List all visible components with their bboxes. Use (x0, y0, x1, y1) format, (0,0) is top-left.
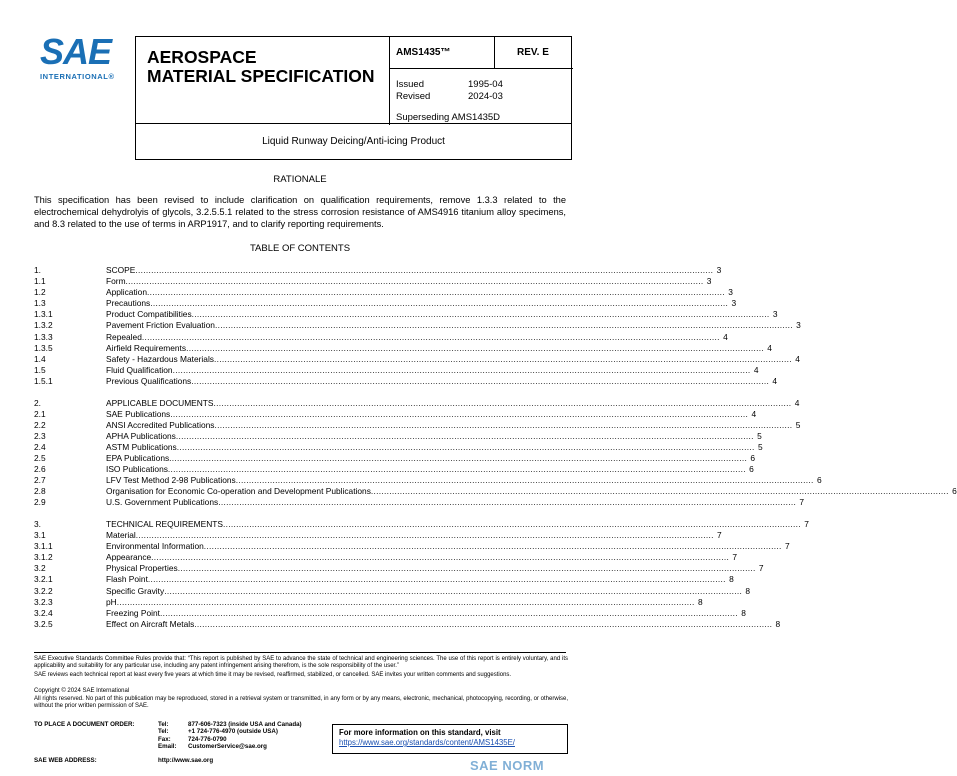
toc-leader-dots: ............................................................................................................................................................................................................................ (160, 607, 738, 618)
toc-entry-page: 7 (732, 552, 738, 563)
toc-entry-page: 5 (795, 419, 801, 430)
toc-leader-dots: ............................................................................................................................................................................................................................ (214, 419, 793, 430)
toc-leader-dots: ............................................................................................................................................................................................................................ (194, 618, 773, 629)
toc-entry-number: 3.1.2 (34, 552, 53, 563)
revised-value: 2024-03 (468, 91, 503, 102)
toc-entry-number: 3.2.5 (34, 618, 53, 629)
toc-leader-dots: ............................................................................................................................................................................................................................ (370, 486, 949, 497)
toc-entry-page: 6 (816, 475, 822, 486)
toc-leader-dots: ............................................................................................................................................................................................................................ (177, 563, 756, 574)
toc-entry[interactable] (34, 276, 712, 287)
toc-leader-dots: ............................................................................................................................................................................................................................ (164, 585, 743, 596)
toc-entry-title: Appearance (106, 552, 152, 563)
toc-entry[interactable] (34, 541, 790, 552)
footer-divider (34, 652, 566, 653)
spec-subject: Liquid Runway Deicing/Anti-icing Product (135, 124, 572, 160)
toc-entry[interactable] (34, 563, 764, 574)
toc-entry[interactable] (34, 574, 734, 585)
toc-leader-dots: ............................................................................................................................................................................................................................ (191, 375, 770, 386)
toc-entry-title: Material (106, 530, 136, 541)
toc-leader-dots: ............................................................................................................................................................................................................................ (135, 265, 714, 275)
toc-entry-title: Organisation for Economic Co-operation and Development Publications (106, 486, 371, 497)
web-address-row (34, 757, 213, 764)
toc-leader-dots: ............................................................................................................................................................................................................................ (203, 541, 782, 552)
toc-entry[interactable] (34, 353, 800, 365)
toc-entry-number: 1.3.3 (34, 331, 53, 342)
toc-entry-title: Environmental Information (106, 541, 204, 552)
toc-entry-page: 3 (706, 276, 712, 287)
issued-value: 1995-04 (468, 79, 503, 90)
sae-norm-watermark (470, 758, 600, 776)
toc-leader-dots: ............................................................................................................................................................................................................................ (151, 552, 730, 563)
toc-entry-page: 4 (795, 353, 800, 364)
toc-entry-title: Fluid Qualification (106, 364, 173, 375)
logo-international-text: INTERNATIONAL® (40, 72, 115, 81)
toc-entry-title: Application (106, 287, 147, 298)
sae-logo (40, 31, 122, 86)
toc-leader-dots: ............................................................................................................................................................................................................................ (167, 464, 746, 475)
more-info-title: For more information on this standard, visit (339, 728, 501, 737)
committee-rules-text: SAE Executive Standards Committee Rules provide that: “This report is published by SAE to advance the state of technical and engineering sciences. The use of this report is entirely voluntary, and its applicability and suitability for any particular use, including any patent infringement arising therefrom, is the sole responsibility of the user.” (34, 656, 568, 670)
email-label: Email: (158, 742, 177, 750)
toc-entry-page: 6 (952, 486, 957, 497)
toc-entry-number: 2.5 (34, 453, 46, 463)
toc-entry-number: 1.1 (34, 276, 46, 287)
tel-inside: 877-606-7323 (inside USA and Canada) (188, 721, 302, 728)
fax-label: Fax: (158, 735, 171, 743)
toc-entry-page: 7 (804, 518, 809, 529)
toc-leader-dots: ............................................................................................................................................................................................................................ (170, 408, 749, 419)
toc-entry[interactable] (34, 618, 781, 630)
revised-label: Revised (396, 91, 431, 102)
toc-entry-number: 1.3.5 (34, 342, 53, 353)
toc-entry-page: 6 (750, 453, 756, 463)
toc-entry[interactable] (34, 408, 757, 420)
more-info-link[interactable]: https://www.sae.org/standards/content/AMS1435E/ (339, 738, 515, 747)
toc-entry-title: ISO Publications (106, 464, 168, 475)
toc-leader-dots: ............................................................................................................................................................................................................................ (135, 530, 714, 541)
toc-entry-number: 3.2.1 (34, 574, 53, 585)
spec-title-line1: AEROSPACE (147, 47, 257, 67)
toc-entry-number: 1.2 (34, 287, 46, 298)
toc-entry-title: LFV Test Method 2-98 Publications (106, 475, 236, 486)
toc-entry-page: 7 (785, 541, 790, 552)
toc-entry-title: Product Compatibilities (106, 309, 192, 320)
toc-leader-dots: ............................................................................................................................................................................................................................ (191, 309, 770, 320)
toc-entry[interactable] (34, 309, 778, 320)
toc-entry[interactable] (34, 518, 809, 530)
toc-entry-number: 2.1 (34, 408, 46, 419)
toc-leader-dots: ............................................................................................................................................................................................................................ (175, 430, 754, 441)
toc-entry-number: 1.3 (34, 298, 46, 309)
toc-entry-number: 2.3 (34, 430, 46, 441)
toc-entry-page: 8 (729, 574, 734, 585)
toc-leader-dots: ............................................................................................................................................................................................................................ (214, 353, 792, 364)
toc-entry-page: 8 (775, 618, 781, 629)
toc-entry-title: Specific Gravity (106, 585, 165, 596)
superseding-text: Superseding AMS1435D (396, 112, 501, 123)
toc-entry-number: 1.5 (34, 364, 46, 375)
toc-entry-number: 3.2.4 (34, 607, 53, 618)
toc-entry-title: ANSI Accredited Publications (106, 419, 215, 430)
toc-leader-dots: ............................................................................................................................................................................................................................ (172, 364, 751, 375)
tel-outside: +1 724-776-4970 (outside USA) (188, 728, 278, 736)
toc-entry-title: Airfield Requirements (106, 342, 187, 353)
toc-entry-number: 3. (34, 518, 41, 529)
rights-text: All rights reserved. No part of this publication may be reproduced, stored in a retrieval system or transmitted, in any form or by any means, electronic, mechanical, photocopying, recording, or otherwise, without the prior written permission of SAE. (34, 696, 568, 710)
toc-entry[interactable] (34, 596, 703, 608)
logo-sae-text: SAE (40, 31, 112, 72)
spec-title-line2: MATERIAL SPECIFICATION (147, 66, 375, 86)
toc-leader-dots: ............................................................................................................................................................................................................................ (141, 331, 720, 342)
toc-entry-page: 8 (741, 607, 746, 618)
toc-leader-dots: ............................................................................................................................................................................................................................ (214, 320, 793, 331)
toc-leader-dots: ............................................................................................................................................................................................................................ (218, 497, 797, 508)
doc-number: AMS1435™ (390, 37, 495, 69)
toc-entry-page: 3 (796, 320, 801, 331)
toc-heading: TABLE OF CONTENTS (249, 243, 351, 254)
toc-leader-dots: ............................................................................................................................................................................................................................ (235, 475, 814, 486)
toc-entry-page: 4 (767, 342, 772, 353)
watermark-main-text: SAE NORM (470, 758, 545, 773)
review-text: SAE reviews each technical report at least every five years at which time it may be revised, reaffirmed, stabilized, or cancelled. SAE invites your written comments and suggestions. (34, 672, 512, 678)
toc-entry[interactable] (34, 475, 822, 486)
web-link[interactable]: http://www.sae.org (158, 757, 214, 764)
toc-leader-dots: ............................................................................................................................................................................................................................ (169, 453, 748, 463)
toc-leader-dots: ............................................................................................................................................................................................................................ (186, 342, 764, 353)
toc-entry-number: 3.2 (34, 563, 46, 574)
toc-entry-page: 4 (772, 375, 778, 386)
toc-entry-number: 3.2.2 (34, 585, 53, 596)
toc-leader-dots: ............................................................................................................................................................................................................................ (146, 287, 725, 298)
toc-entry-number: 1.4 (34, 353, 46, 364)
toc-entry[interactable] (34, 419, 801, 431)
toc-entry-page: 5 (757, 430, 762, 441)
spec-header-box (135, 36, 572, 124)
toc-entry-number: 1.3.1 (34, 309, 53, 320)
toc-entry-number: 2. (34, 397, 41, 408)
toc-entry[interactable] (34, 265, 722, 276)
toc-entry-title: EPA Publications (106, 453, 170, 463)
toc-entry[interactable] (34, 320, 801, 331)
fax-number: 724-776-0790 (188, 735, 227, 743)
toc-entry-page: 3 (731, 298, 737, 309)
tel-label-2: Tel: (158, 728, 169, 736)
spec-title (136, 37, 390, 125)
toc-entry[interactable] (34, 497, 805, 508)
toc-entry-title: Form (106, 276, 126, 287)
toc-entry-number: 3.1.1 (34, 541, 53, 552)
toc-entry-page: 4 (753, 364, 759, 375)
toc-leader-dots: ............................................................................................................................................................................................................................ (125, 276, 704, 287)
toc-entry-title: pH (106, 596, 117, 607)
toc-entry-number: 2.8 (34, 486, 46, 497)
tel-label: Tel: (158, 721, 169, 728)
toc-entry-page: 7 (717, 530, 722, 541)
toc-entry-page: 6 (749, 464, 754, 475)
toc-entry-page: 3 (728, 287, 733, 298)
toc-leader-dots: ............................................................................................................................................................................................................................ (147, 574, 726, 585)
order-label: TO PLACE A DOCUMENT ORDER: (34, 721, 135, 728)
toc-leader-dots: ............................................................................................................................................................................................................................ (213, 397, 792, 408)
toc-entry-page: 4 (723, 331, 728, 342)
toc-entry-number: 3.1 (34, 530, 46, 541)
toc-entry-title: Physical Properties (106, 563, 178, 574)
toc-entry[interactable] (34, 298, 737, 309)
toc-entry-page: 7 (758, 563, 764, 574)
revision-label: REV. E (495, 37, 573, 69)
toc-entry[interactable] (34, 342, 772, 354)
table-of-contents (34, 265, 957, 630)
toc-entry[interactable] (34, 441, 763, 453)
toc-entry-number: 1.5.1 (34, 375, 53, 386)
more-info-box (332, 724, 568, 754)
web-label: SAE WEB ADDRESS: (34, 757, 97, 764)
toc-entry[interactable] (34, 486, 957, 497)
date-block (390, 69, 573, 125)
toc-entry-page: 8 (745, 585, 751, 596)
toc-entry[interactable] (34, 607, 746, 619)
toc-entry[interactable] (34, 430, 762, 442)
toc-leader-dots: ............................................................................................................................................................................................................................ (116, 596, 695, 607)
toc-entry-title: Safety - Hazardous Materials (106, 353, 214, 364)
toc-entry-title: ASTM Publications (106, 441, 177, 452)
toc-entry-title: SAE Publications (106, 408, 171, 419)
copyright-text: Copyright © 2024 SAE International (34, 688, 130, 694)
toc-entry[interactable] (34, 331, 728, 343)
toc-entry-page: 4 (794, 397, 800, 408)
rationale-heading: RATIONALE (273, 174, 327, 185)
toc-entry[interactable] (34, 530, 722, 541)
toc-entry-page: 3 (716, 265, 722, 275)
toc-entry-title: Pavement Friction Evaluation (106, 320, 215, 331)
toc-entry-title: Freezing Point (106, 607, 160, 618)
toc-entry[interactable] (34, 364, 759, 376)
toc-entry-number: 2.9 (34, 497, 46, 508)
issued-label: Issued (396, 79, 424, 90)
order-contact-block (34, 721, 302, 750)
toc-entry-page: 3 (772, 309, 778, 320)
toc-entry[interactable] (34, 397, 800, 409)
toc-entry[interactable] (34, 552, 738, 563)
toc-entry-title: Previous Qualifications (106, 375, 192, 386)
toc-entry-title: SCOPE (106, 265, 136, 275)
toc-entry[interactable] (34, 453, 756, 464)
toc-entry-title: APPLICABLE DOCUMENTS (106, 397, 214, 408)
toc-entry-title: TECHNICAL REQUIREMENTS (106, 518, 223, 529)
toc-leader-dots: ............................................................................................................................................................................................................................ (222, 518, 801, 529)
toc-entry-number: 2.4 (34, 441, 46, 452)
toc-entry[interactable] (34, 464, 754, 475)
toc-entry-title: Precautions (106, 298, 151, 309)
toc-entry[interactable] (34, 585, 751, 597)
toc-entry-number: 1.3.2 (34, 320, 53, 331)
toc-leader-dots: ............................................................................................................................................................................................................................ (150, 298, 729, 309)
toc-entry[interactable] (34, 375, 778, 387)
toc-entry-title: Repealed (106, 331, 142, 342)
toc-entry-title: Effect on Aircraft Metals (106, 618, 195, 629)
rationale-text: This specification has been revised to include clarification on qualification requirements, remove 1.3.3 related to the electrochemical dehydrolyis of glycols, 3.2.5.5.1 related to the stress corrosion resistance of AMS4916 titanium alloy specimens, and 8.3 related to the use of terms in ARP1917, and to clarify reporting requirements. (34, 195, 566, 229)
toc-entry-number: 2.7 (34, 475, 46, 486)
toc-entry-number: 2.2 (34, 419, 46, 430)
toc-entry-number: 3.2.3 (34, 596, 53, 607)
toc-entry-number: 1. (34, 265, 41, 275)
toc-entry-page: 7 (799, 497, 805, 508)
toc-entry-page: 8 (697, 596, 703, 607)
toc-entry-page: 5 (757, 441, 763, 452)
email-link[interactable]: CustomerService@sae.org (188, 742, 267, 750)
toc-entry-page: 4 (751, 408, 757, 419)
toc-entry-title: APHA Publications (106, 430, 176, 441)
toc-entry-title: U.S. Government Publications (106, 497, 219, 508)
toc-leader-dots: ............................................................................................................................................................................................................................ (176, 441, 755, 452)
toc-entry[interactable] (34, 287, 733, 298)
toc-entry-title: Flash Point (106, 574, 148, 585)
toc-entry-number: 2.6 (34, 464, 46, 475)
